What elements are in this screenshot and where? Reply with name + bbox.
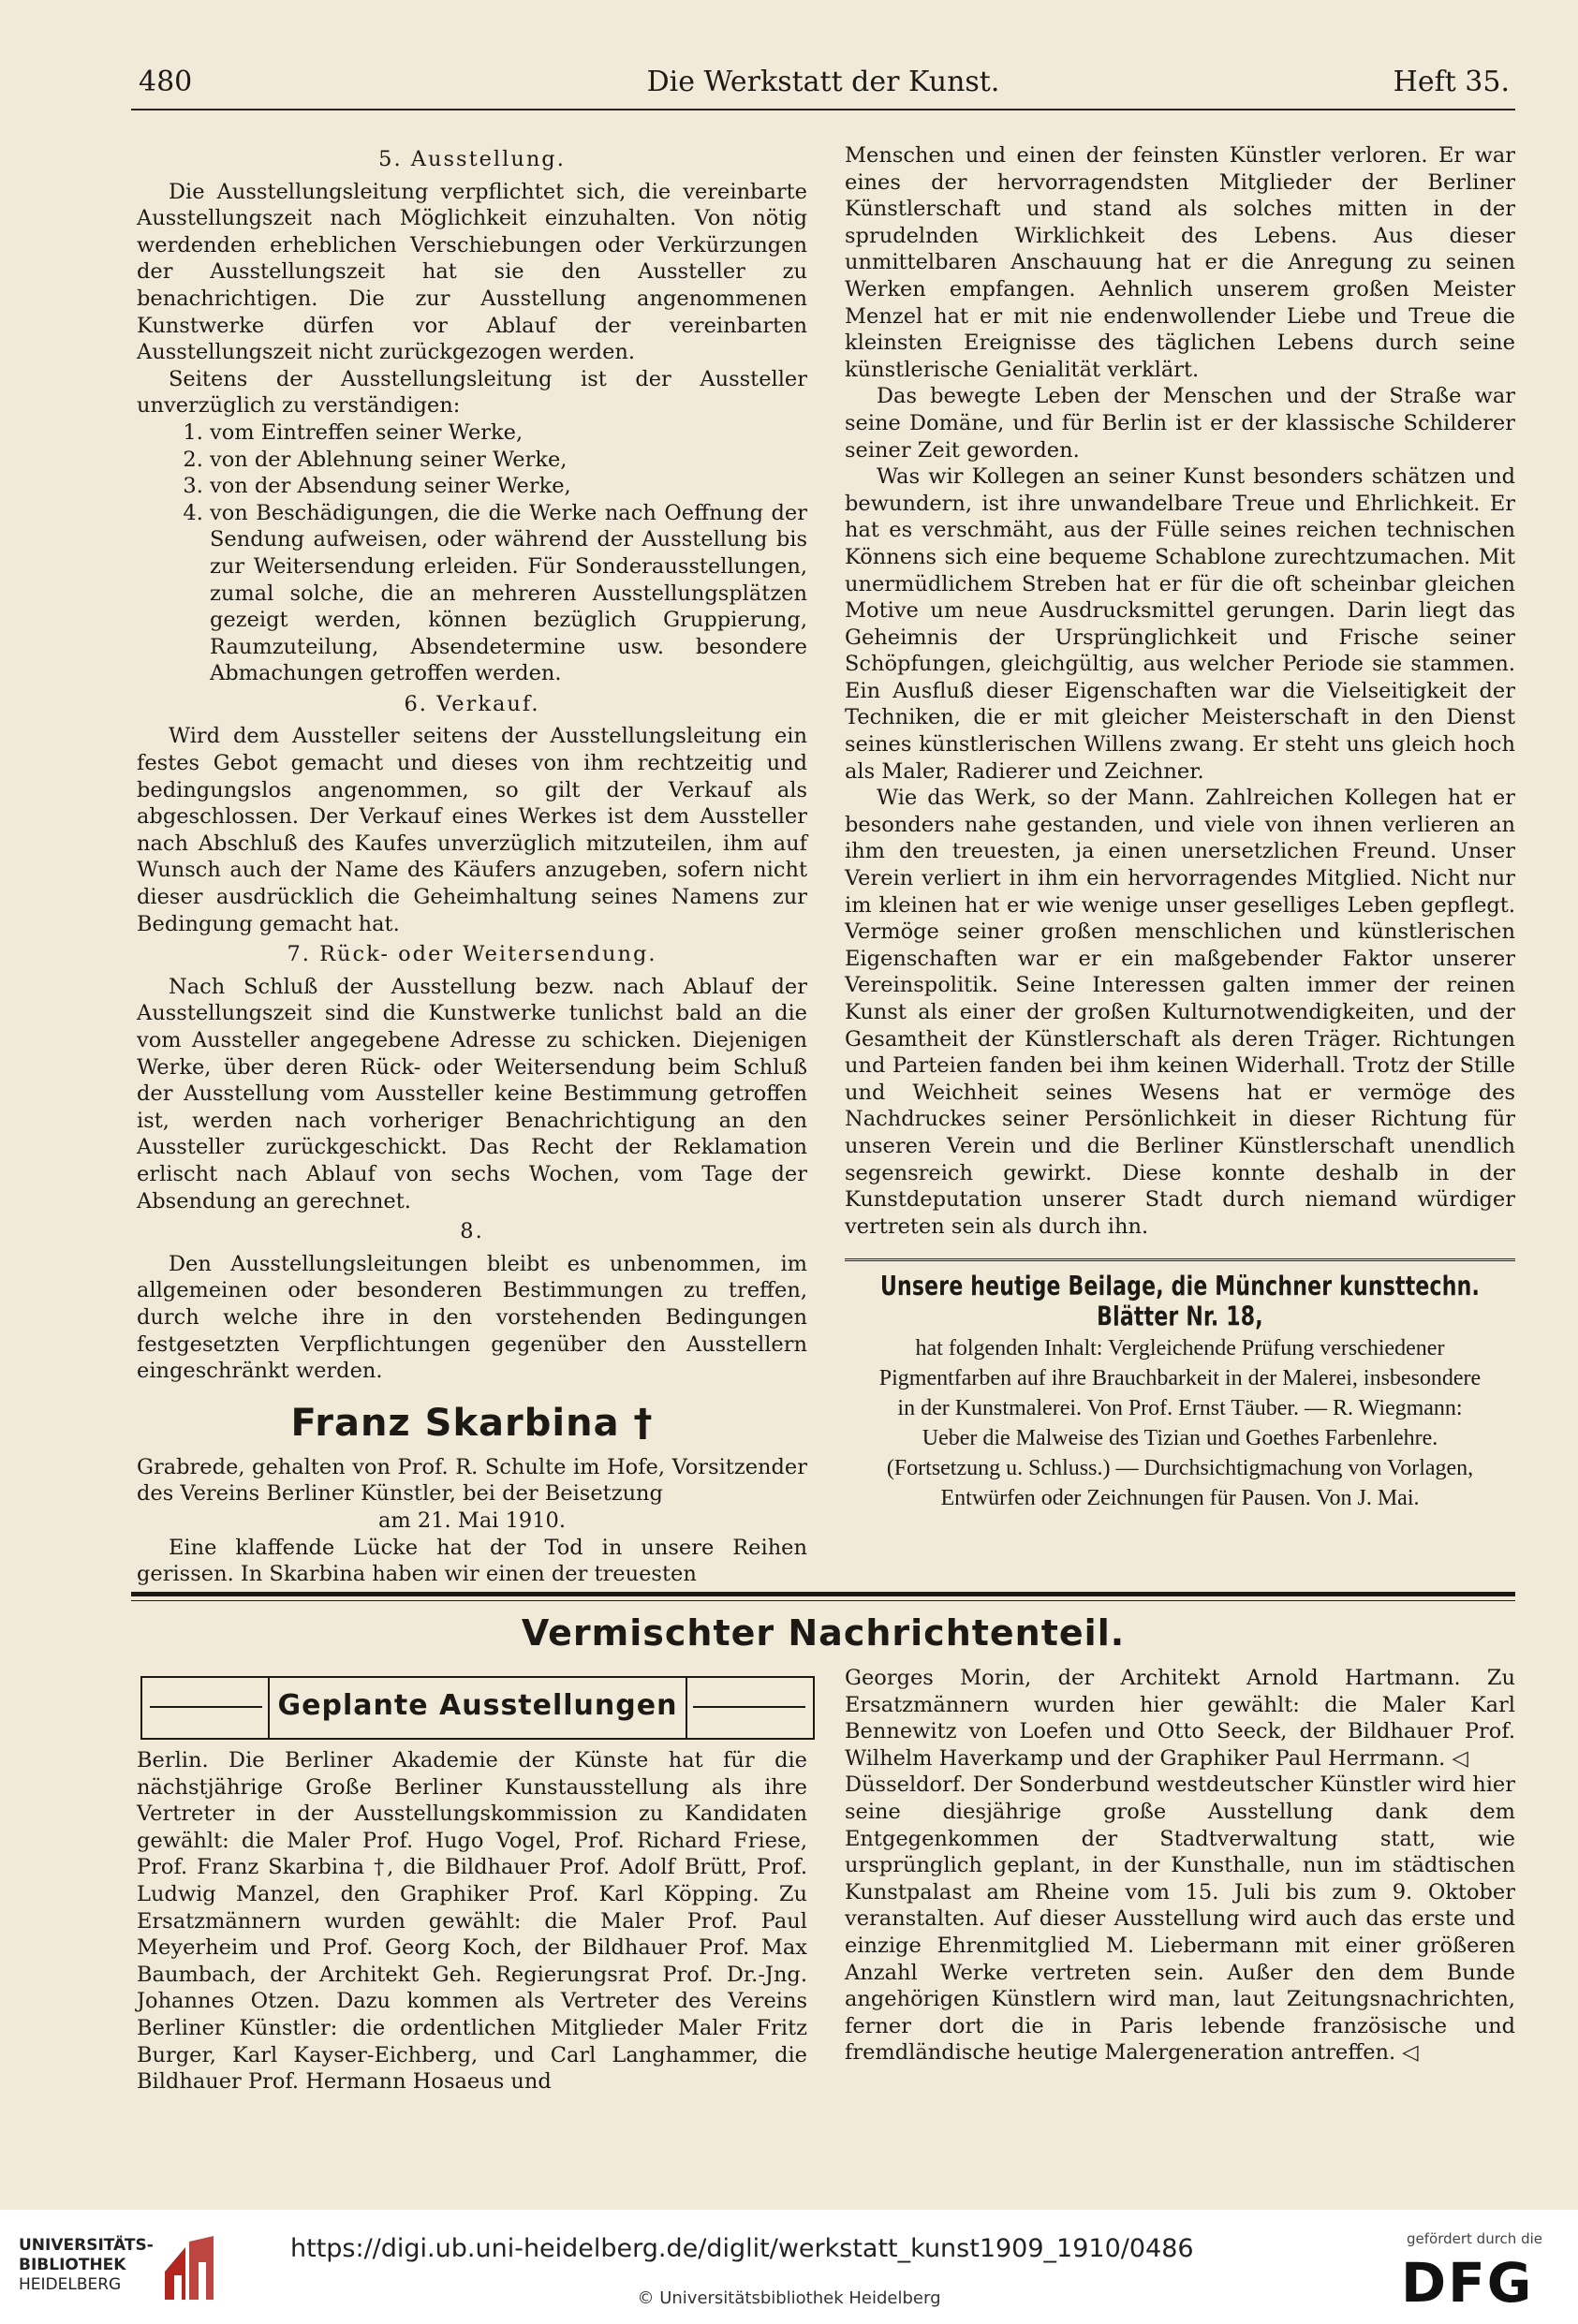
- box-heading: [140, 1676, 815, 1740]
- obituary-title: Franz Skarbina †: [290, 1401, 654, 1445]
- section-5-paragraph-2: Seitens der Ausstellungsleitung ist der Aussteller unverzüglich zu verständigen:: [137, 366, 807, 419]
- section-5-heading: 5. Ausstellung.: [378, 147, 566, 171]
- supplement-heading: Unsere heutige Beilage, die Münchner kunsttechn. Blätter Nr. 18,: [879, 1272, 1481, 1333]
- running-head: [131, 58, 1515, 110]
- logo-line: HEIDELBERG: [19, 2275, 122, 2294]
- divider: [131, 1592, 1515, 1596]
- section-7-heading: 7. Rück- oder Weitersendung.: [287, 942, 657, 967]
- divider: [845, 1258, 1515, 1261]
- list-item: 3. von der Absendung seiner Werke,: [210, 473, 807, 500]
- divider: [693, 1706, 805, 1708]
- section-8-heading: 8.: [460, 1219, 484, 1244]
- section-6-paragraph: Wird dem Aussteller seitens der Ausstellungsleitung ein festes Gebot gemacht und dieses von ihm rechtzeitig und bedingungslos angenommen, so gilt der Verkauf als abgeschlossen. Der Verkauf eines Werkes ist dem Aussteller nach Abschluß des Kaufes unverzüglich mitzuteilen, ihm auf Wunsch auch der Name des Käufers anzugeben, sofern nicht dieser ausdrücklich die Geheimhaltung seines Namens zur Bedingung gemacht hat.: [137, 724, 807, 936]
- list-item: 4. von Beschädigungen, die die Werke nach Oeffnung der Sendung aufweisen, oder während der Ausstellung bis zur Weitersendung erleiden. Für Sonderausstellungen, zumal solche, die an mehreren Ausstellungsplätzen gezeigt werden, können bezüglich Gruppierung, Raumzuteilung, Absendetermine usw. besondere Abmachungen getroffen werden.: [210, 500, 807, 687]
- obituary-subtitle: Grabrede, gehalten von Prof. R. Schulte im Hofe, Vorsitzender des Vereins Berliner Künstler, bei der Beisetzung: [137, 1454, 807, 1507]
- dfg-logo: DFG: [1401, 2251, 1534, 2315]
- section-5-paragraph-1: Die Ausstellungsleitung verpflichtet sich, die vereinbarte Ausstellungszeit nach Möglichkeit einzuhalten. Von nötig werdenden erheblichen Verschiebungen oder Verkürzungen der Ausstellungszeit hat sie den Aussteller zu benachrichtigen. Die zur Ausstellung angenommenen Kunstwerke dürfen vor Ablauf der vereinbarten Ausstellungszeit nicht zurückgezogen werden.: [137, 179, 807, 365]
- obituary-paragraph-3: Das bewegte Leben der Menschen und der Straße war seine Domäne, und für Berlin ist er der klassische Schilderer seiner Zeit geworden.: [845, 384, 1515, 463]
- notification-list: [137, 419, 807, 687]
- obituary-date: am 21. Mai 1910.: [377, 1508, 567, 1533]
- left-column: [137, 142, 807, 1592]
- funding-note: gefördert durch die: [1407, 2230, 1542, 2247]
- logo-line: UNIVERSITÄTS-: [19, 2236, 154, 2255]
- issue-number: Heft 35.: [1393, 66, 1510, 98]
- permalink-url[interactable]: https://digi.ub.uni-heidelberg.de/diglit/werkstatt_kunst1909_1910/0486: [290, 2234, 1194, 2263]
- divider: [268, 1678, 270, 1738]
- box-heading-title: Geplante Ausstellungen: [277, 1689, 678, 1722]
- footer-bar: [0, 2210, 1578, 2324]
- obituary-paragraph-5: Wie das Werk, so der Mann. Zahlreichen Kollegen hat er besonders nahe gestanden, und viele von ihnen verlieren an ihm den treuesten, ja einen unersetzlichen Freund. Unser Verein verliert in ihm ein hervorragendes Mitglied. Nicht nur im kleinen hat er wie wenige unser geselliges Leben gepflegt. Vermöge seiner großen menschlichen und künstlerischen Eigenschaften war er ein maßgebender Faktor unserer Vereinspolitik. Seine Interessen galten immer der reinen Kunst als einer der großen Kulturnotwendigkeiten, und der Gesamtheit der Künstlerschaft als deren Träger. Richtungen und Parteien fanden bei ihm keinen Widerhall. Trotz der Stille und Weichheit seines Wesens hat er vermöge des Nachdruckes seiner Persönlichkeit in dieser Richtung für unseren Verein und die Berliner Künstlerschaft unendlich segensreich gewirkt. Diese konnte deshalb in der Kunstdeputation unserer Stadt durch niemand würdiger vertreten sein als durch ihn.: [845, 786, 1515, 1239]
- divider: [686, 1678, 687, 1738]
- obituary-paragraph-2: Menschen und einen der feinsten Künstler verloren. Er war eines der hervorragendsten Mitglieder der Berliner Künstlerschaft und stand als solches mitten in der sprudelnden Wirklichkeit des Lebens. Aus dieser unmittelbaren Anschauung hat er die Anregung zu seinen Werken empfangen. Aehnlich unserem großen Meister Menzel hat er mit nie endenwollender Liebe und Treue die kleinsten Ereignisse des täglichen Lebens durch seine künstlerische Genialität verklärt.: [845, 143, 1515, 382]
- section-6-heading: 6. Verkauf.: [404, 691, 540, 716]
- logo-line: BIBLIOTHEK: [19, 2256, 126, 2274]
- supplement-text: hat folgenden Inhalt: Vergleichende Prüfung verschiedener Pigmentfarben auf ihre Brauchbarkeit in der Malerei, insbesondere in der Kunstmalerei. Von Prof. Ernst Täuber. — R. Wiegmann: Ueber die Malweise des Tizian und Goethes Farbenlehre. (Fortsetzung u. Schluss.) — Durchsichtigmachung von Vorlagen, Entwürfen oder Zeichnungen für Pausen. Von J. Mai.: [878, 1336, 1482, 1510]
- divider: [150, 1706, 262, 1708]
- page-number: 480: [139, 66, 193, 98]
- section-8-paragraph: Den Ausstellungsleitungen bleibt es unbenommen, im allgemeinen oder besonderen Bestimmungen zu treffen, durch welche ihre in den vorstehenden Bedingungen festgesetzten Verpflichtungen gegenüber den Ausstellern eingeschränkt werden.: [137, 1251, 807, 1384]
- journal-title: Die Werkstatt der Kunst.: [646, 66, 1000, 98]
- bottom-left-column: [137, 1747, 807, 2095]
- library-logo-text: [19, 2236, 159, 2295]
- news-berlin-continued: Georges Morin, der Architekt Arnold Hartmann. Zu Ersatzmännern wurden hier gewählt: die Maler Karl Bennewitz von Loefen und Otto Seeck, der Bildhauer Prof. Wilhelm Haverkamp und der Graphiker Paul Herrmann. ◁: [845, 1666, 1515, 1771]
- obituary-paragraph-4: Was wir Kollegen an seiner Kunst besonders schätzen und bewundern, ist ihre unwandelbare Treue und Ehrlichkeit. Er hat es verschmäht, aus der Fülle seines reichen technischen Könnens sich eine bequeme Schablone zurechtzumachen. Mit unermüdlichem Streben hat er für die oft scheinbar gleichen Motive um neue Ausdrucksmittel gerungen. Darin liegt das Geheimnis der Ursprünglichkeit und Frische seiner Schöpfungen, gleichgültig, aus welcher Periode sie stammen. Ein Ausfluß dieser Eigenschaften war die Vielseitigkeit der Techniken, die er mit gleicher Meisterschaft in den Dienst seines künstlerischen Willens zwang. Er steht uns gleich hoch als Maler, Radierer und Zeichner.: [845, 464, 1515, 784]
- right-column: [845, 142, 1515, 1238]
- section-title: Vermischter Nachrichtenteil.: [521, 1612, 1126, 1654]
- divider: [131, 1600, 1515, 1601]
- list-item: 1. vom Eintreffen seiner Werke,: [210, 419, 807, 447]
- list-item: 2. von der Ablehnung seiner Werke,: [210, 447, 807, 474]
- section-7-paragraph: Nach Schluß der Ausstellung bezw. nach Ablauf der Ausstellungszeit sind die Kunstwerke tunlichst bald an die vom Aussteller angegebene Adresse zu schicken. Diejenigen Werke, über deren Rück- oder Weitersendung beim Schluß der Ausstellung vom Aussteller keine Bestimmung getroffen ist, werden nach vorheriger Benachrichtigung an den Aussteller zurückgeschickt. Das Recht der Reklamation erlischt nach Ablauf von sechs Wochen, vom Tage der Absendung an gerechnet.: [137, 974, 807, 1213]
- news-duesseldorf: Düsseldorf. Der Sonderbund westdeutscher Künstler wird hier seine diesjährige große Ausstellung dank dem Entgegenkommen der Stadtverwaltung statt, wie ursprünglich geplant, in der Kunsthalle, nun im städtischen Kunstpalast am Rheine vom 15. Juli bis zum 9. Oktober veranstalten. Auf dieser Ausstellung wird auch das erste und einzige Ehrenmitglied M. Liebermann mit einer größeren Anzahl Werke vertreten sein. Außer den dem Bunde angehörigen Künstlern wird man, laut Zeitungsnachrichten, ferner dort die in Paris lebende französische und fremdländische heutige Malergeneration antreffen. ◁: [845, 1772, 1515, 2066]
- bottom-right-column: [845, 1665, 1515, 2077]
- copyright: © Universitätsbibliothek Heidelberg: [637, 2288, 941, 2308]
- news-berlin: Berlin. Die Berliner Akademie der Künste hat für die nächstjährige Große Berliner Kunstausstellung als ihre Vertreter in der Ausstellungskommission zu Kandidaten gewählt: die Maler Prof. Hugo Vogel, Prof. Richard Friese, Prof. Franz Skarbina †, die Bildhauer Prof. Adolf Brütt, Prof. Ludwig Manzel, den Graphiker Prof. Karl Köpping. Zu Ersatzmännern wurden gewählt: die Maler Prof. Paul Meyerheim und Prof. Georg Koch, der Bildhauer Prof. Max Baumbach, der Architekt Geh. Regierungsrat Prof. Dr.-Jng. Johannes Otzen. Dazu kommen als Vertreter des Vereins Berliner Künstler: die ordentlichen Mitglieder Maler Fritz Burger, Karl Kayser-Eichberg, und Carl Langhammer, die Bildhauer Prof. Hermann Hosaeus und: [137, 1748, 807, 2095]
- obituary-paragraph-1: Eine klaffende Lücke hat der Tod in unsere Reihen gerissen. In Skarbina haben wir einen der treuesten: [137, 1535, 807, 1587]
